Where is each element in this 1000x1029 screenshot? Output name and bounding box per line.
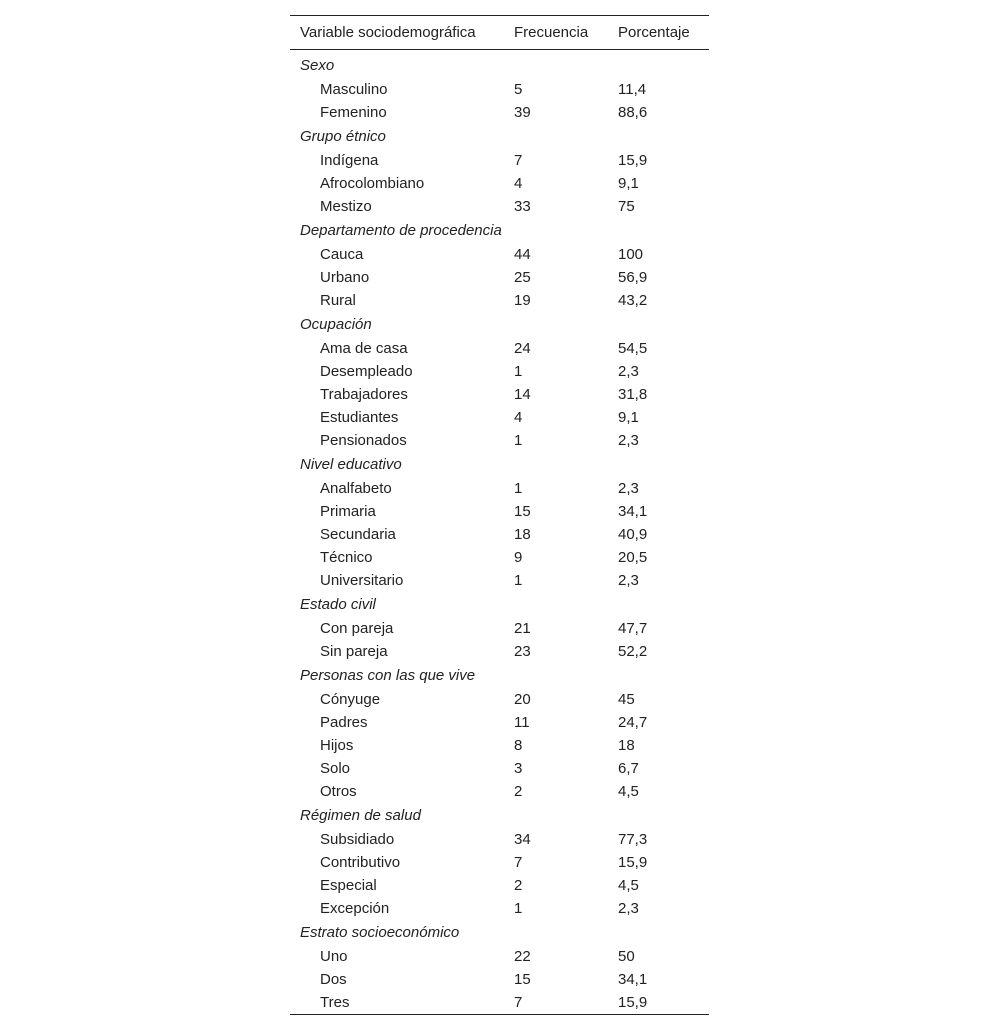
cell-variable: Padres xyxy=(320,714,368,731)
group-title: Departamento de procedencia xyxy=(300,222,502,239)
cell-frecuencia: 2 xyxy=(514,783,523,800)
cell-variable: Urbano xyxy=(320,269,370,286)
sociodemographic-table-container xyxy=(290,15,709,1021)
table-row xyxy=(290,289,709,312)
cell-frecuencia: 9 xyxy=(514,549,523,566)
cell-frecuencia: 4 xyxy=(514,409,523,426)
cell-frecuencia: 4 xyxy=(514,175,523,192)
table-row xyxy=(290,968,709,991)
cell-frecuencia: 7 xyxy=(514,152,523,169)
table-row xyxy=(290,383,709,406)
group-title: Estado civil xyxy=(300,596,376,613)
table-footer xyxy=(290,1015,709,1022)
cell-variable: Cónyuge xyxy=(320,691,381,708)
cell-variable: Con pareja xyxy=(320,620,394,637)
cell-porcentaje: 4,5 xyxy=(618,877,639,894)
cell-porcentaje: 75 xyxy=(618,198,635,215)
cell-variable: Cauca xyxy=(320,246,364,263)
group-row xyxy=(290,124,709,149)
header-variable: Variable sociodemográfica xyxy=(290,16,514,50)
table-row xyxy=(290,780,709,803)
cell-frecuencia: 20 xyxy=(514,691,531,708)
cell-frecuencia: 44 xyxy=(514,246,531,263)
cell-porcentaje: 31,8 xyxy=(618,386,648,403)
cell-porcentaje: 9,1 xyxy=(618,409,639,426)
cell-porcentaje: 15,9 xyxy=(618,994,648,1011)
cell-frecuencia: 1 xyxy=(514,900,523,917)
cell-porcentaje: 34,1 xyxy=(618,503,648,520)
table-row xyxy=(290,523,709,546)
cell-porcentaje: 54,5 xyxy=(618,340,648,357)
cell-frecuencia: 24 xyxy=(514,340,531,357)
group-row xyxy=(290,218,709,243)
cell-variable: Técnico xyxy=(320,549,373,566)
cell-frecuencia: 1 xyxy=(514,363,523,380)
table-header xyxy=(290,16,709,50)
table-row xyxy=(290,337,709,360)
cell-variable: Masculino xyxy=(320,81,388,98)
cell-variable: Ama de casa xyxy=(320,340,408,357)
cell-variable: Indígena xyxy=(320,152,379,169)
group-title: Sexo xyxy=(300,57,335,74)
cell-porcentaje: 77,3 xyxy=(618,831,648,848)
cell-porcentaje: 2,3 xyxy=(618,480,639,497)
cell-variable: Estudiantes xyxy=(320,409,399,426)
cell-frecuencia: 22 xyxy=(514,948,531,965)
cell-porcentaje: 50 xyxy=(618,948,635,965)
table-row xyxy=(290,874,709,897)
cell-porcentaje: 4,5 xyxy=(618,783,639,800)
table-row xyxy=(290,195,709,218)
cell-frecuencia: 3 xyxy=(514,760,523,777)
cell-variable: Subsidiado xyxy=(320,831,395,848)
group-row xyxy=(290,50,709,79)
cell-porcentaje: 24,7 xyxy=(618,714,648,731)
cell-porcentaje: 18 xyxy=(618,737,635,754)
table-row xyxy=(290,172,709,195)
group-row xyxy=(290,663,709,688)
table-row xyxy=(290,477,709,500)
table-row xyxy=(290,78,709,101)
table-row xyxy=(290,945,709,968)
cell-porcentaje: 15,9 xyxy=(618,854,648,871)
cell-variable: Analfabeto xyxy=(320,480,392,497)
cell-frecuencia: 11 xyxy=(514,714,530,731)
cell-variable: Universitario xyxy=(320,572,404,589)
cell-variable: Solo xyxy=(320,760,351,777)
cell-porcentaje: 15,9 xyxy=(618,152,648,169)
group-row xyxy=(290,592,709,617)
cell-frecuencia: 18 xyxy=(514,526,531,543)
cell-porcentaje: 6,7 xyxy=(618,760,639,777)
footer-rule-cell xyxy=(290,1015,709,1022)
cell-frecuencia: 7 xyxy=(514,854,523,871)
cell-variable: Trabajadores xyxy=(320,386,408,403)
group-row xyxy=(290,452,709,477)
cell-porcentaje: 45 xyxy=(618,691,635,708)
cell-porcentaje: 2,3 xyxy=(618,900,639,917)
group-title: Estrato socioeconómico xyxy=(300,924,460,941)
table-row xyxy=(290,360,709,383)
cell-porcentaje: 2,3 xyxy=(618,432,639,449)
table-row xyxy=(290,757,709,780)
table-row xyxy=(290,617,709,640)
cell-frecuencia: 1 xyxy=(514,480,523,497)
table-row xyxy=(290,688,709,711)
cell-variable: Pensionados xyxy=(320,432,407,449)
cell-porcentaje: 88,6 xyxy=(618,104,648,121)
cell-frecuencia: 19 xyxy=(514,292,531,309)
cell-variable: Sin pareja xyxy=(320,643,388,660)
cell-porcentaje: 56,9 xyxy=(618,269,648,286)
table-row xyxy=(290,429,709,452)
table-row xyxy=(290,569,709,592)
cell-porcentaje: 2,3 xyxy=(618,363,639,380)
group-title: Nivel educativo xyxy=(300,456,402,473)
table-row xyxy=(290,500,709,523)
cell-variable: Especial xyxy=(320,877,377,894)
cell-variable: Desempleado xyxy=(320,363,413,380)
cell-variable: Mestizo xyxy=(320,198,372,215)
cell-variable: Rural xyxy=(320,292,356,309)
cell-frecuencia: 15 xyxy=(514,503,531,520)
group-row xyxy=(290,312,709,337)
sociodemographic-table xyxy=(290,15,709,1021)
cell-variable: Otros xyxy=(320,783,357,800)
group-title: Ocupación xyxy=(300,316,372,333)
cell-frecuencia: 2 xyxy=(514,877,523,894)
cell-porcentaje: 47,7 xyxy=(618,620,648,637)
header-porcentaje: Porcentaje xyxy=(618,16,709,50)
group-row xyxy=(290,803,709,828)
table-row xyxy=(290,406,709,429)
table-row xyxy=(290,546,709,569)
cell-variable: Uno xyxy=(320,948,348,965)
table-row xyxy=(290,897,709,920)
cell-frecuencia: 25 xyxy=(514,269,531,286)
cell-porcentaje: 43,2 xyxy=(618,292,648,309)
cell-variable: Tres xyxy=(320,994,350,1011)
cell-frecuencia: 33 xyxy=(514,198,531,215)
header-frecuencia: Frecuencia xyxy=(514,16,618,50)
cell-variable: Afrocolombiano xyxy=(320,175,425,192)
cell-variable: Hijos xyxy=(320,737,354,754)
cell-variable: Femenino xyxy=(320,104,387,121)
footer-rule xyxy=(290,1015,709,1022)
cell-frecuencia: 5 xyxy=(514,81,523,98)
group-title: Personas con las que vive xyxy=(300,667,476,684)
cell-porcentaje: 2,3 xyxy=(618,572,639,589)
cell-frecuencia: 39 xyxy=(514,104,531,121)
table-row xyxy=(290,991,709,1015)
header-row xyxy=(290,16,709,50)
cell-frecuencia: 1 xyxy=(514,432,523,449)
cell-variable: Excepción xyxy=(320,900,390,917)
group-title: Grupo étnico xyxy=(300,128,386,145)
cell-variable: Secundaria xyxy=(320,526,396,543)
cell-porcentaje: 40,9 xyxy=(618,526,648,543)
cell-porcentaje: 52,2 xyxy=(618,643,648,660)
group-title: Régimen de salud xyxy=(300,807,421,824)
table-body xyxy=(290,50,709,1015)
cell-frecuencia: 15 xyxy=(514,971,531,988)
cell-variable: Dos xyxy=(320,971,347,988)
table-row xyxy=(290,828,709,851)
table-row xyxy=(290,711,709,734)
table-row xyxy=(290,101,709,124)
cell-frecuencia: 7 xyxy=(514,994,523,1011)
cell-porcentaje: 20,5 xyxy=(618,549,648,566)
cell-porcentaje: 100 xyxy=(618,246,644,263)
cell-frecuencia: 8 xyxy=(514,737,523,754)
cell-porcentaje: 34,1 xyxy=(618,971,648,988)
table-row xyxy=(290,243,709,266)
cell-porcentaje: 11,4 xyxy=(618,81,647,98)
table-row xyxy=(290,266,709,289)
group-row xyxy=(290,920,709,945)
cell-frecuencia: 34 xyxy=(514,831,531,848)
cell-frecuencia: 21 xyxy=(514,620,531,637)
cell-frecuencia: 1 xyxy=(514,572,523,589)
cell-frecuencia: 23 xyxy=(514,643,531,660)
cell-frecuencia: 14 xyxy=(514,386,531,403)
table-row xyxy=(290,734,709,757)
table-row xyxy=(290,640,709,663)
table-row xyxy=(290,851,709,874)
cell-porcentaje: 9,1 xyxy=(618,175,639,192)
cell-variable: Primaria xyxy=(320,503,376,520)
cell-variable: Contributivo xyxy=(320,854,401,871)
table-row xyxy=(290,149,709,172)
